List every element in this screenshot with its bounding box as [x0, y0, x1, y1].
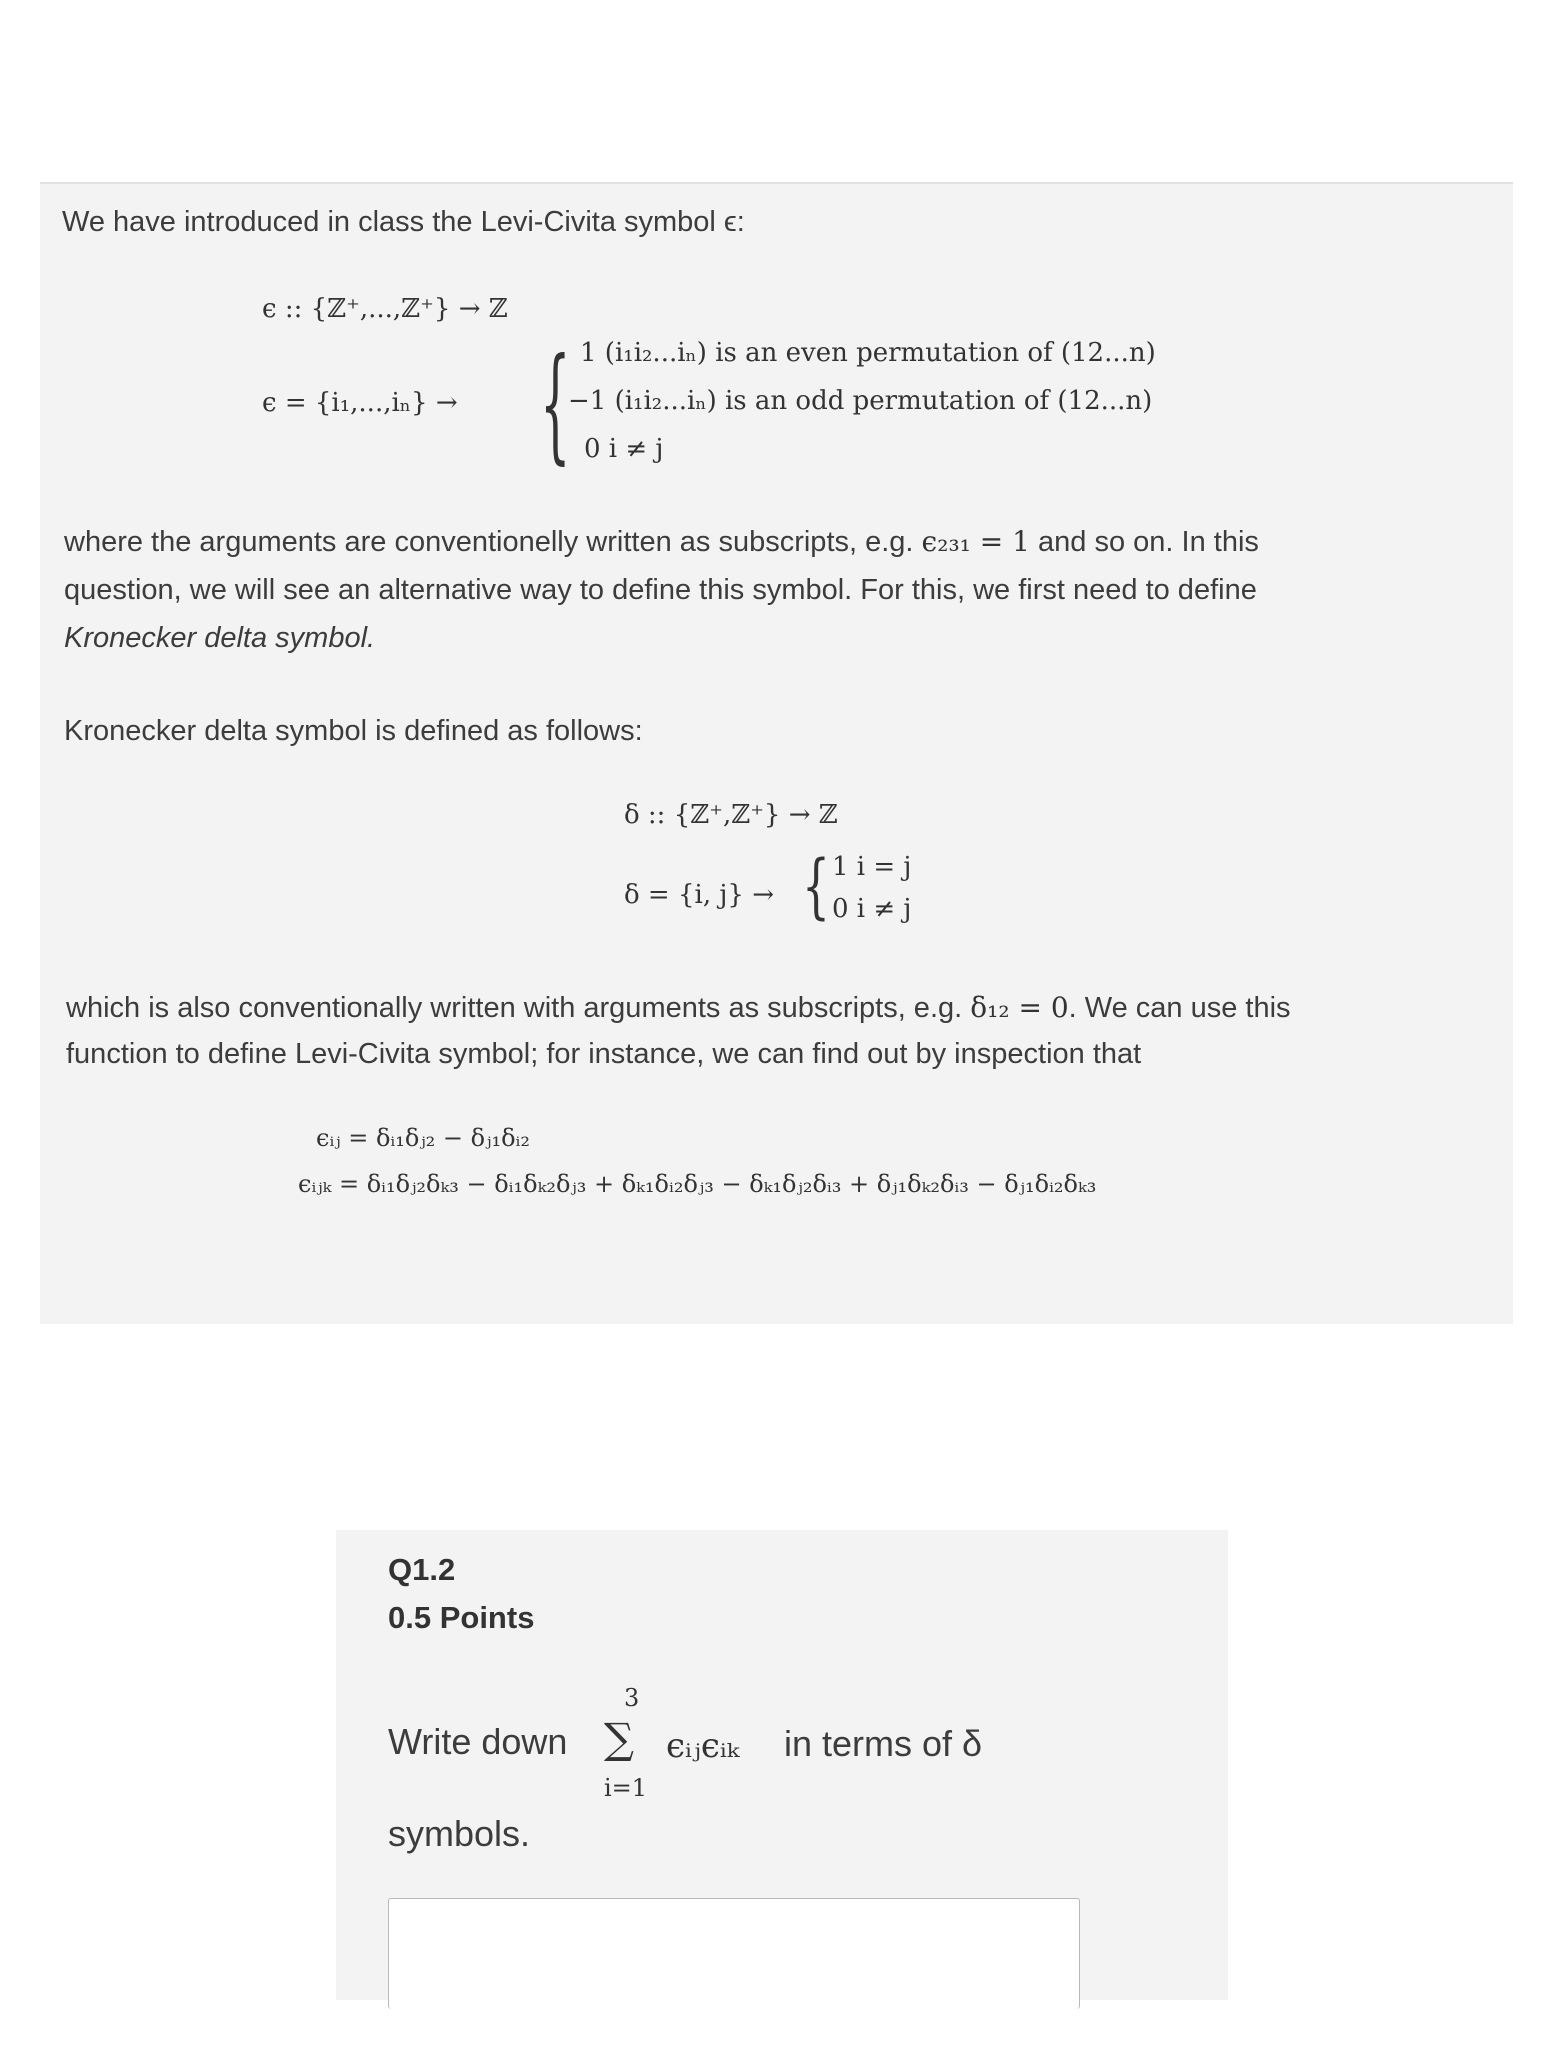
kronecker-case-zero: 0 i ≠ j [832, 894, 912, 924]
kronecker-intro: Kronecker delta symbol is defined as follows: [64, 715, 643, 747]
para2-line1-math: δ₁₂ = 0 [970, 991, 1069, 1024]
para1-line1 [64, 518, 1259, 566]
sigma-symbol: ∑ [604, 1714, 634, 1763]
para2-line1-text-b: . We can use this [1068, 992, 1291, 1024]
sum-body: ϵᵢⱼϵᵢₖ [666, 1726, 740, 1766]
para2-line1 [66, 984, 1291, 1032]
case-odd: −1 (i₁i₂...iₙ) is an odd permutation of (12...n) [568, 386, 1153, 416]
case-even: 1 (i₁i₂...iₙ) is an even permutation of (12...n) [580, 338, 1156, 368]
para2-line2: function to define Levi-Civita symbol; for instance, we can find out by inspection that [66, 1038, 1142, 1070]
kronecker-signature: δ :: {ℤ⁺,ℤ⁺} → ℤ [624, 800, 838, 830]
answer-input[interactable] [388, 1898, 1080, 2009]
levi-civita-signature: ϵ :: {ℤ⁺,...,ℤ⁺} → ℤ [262, 294, 508, 324]
kronecker-mapping: δ = {i, j} → [624, 880, 775, 910]
levi-civita-brace: { [540, 332, 571, 478]
question-points: 0.5 Points [388, 1600, 535, 1635]
sum-lower-limit: i=1 [604, 1774, 648, 1802]
case-zero: 0 i ≠ j [584, 434, 664, 464]
kronecker-brace: { [802, 846, 830, 928]
levi-civita-mapping: ϵ = {i₁,...,iₙ} → [262, 388, 458, 418]
para1-line2: question, we will see an alternative way to define this symbol. For this, we first need to define [64, 574, 1257, 606]
identity-eps-ij: ϵᵢⱼ = δᵢ₁δⱼ₂ − δⱼ₁δᵢ₂ [316, 1124, 530, 1152]
identity-eps-ijk: ϵᵢⱼₖ = δᵢ₁δⱼ₂δₖ₃ − δᵢ₁δₖ₂δⱼ₃ + δₖ₁δᵢ₂δⱼ₃ − δₖ₁δⱼ₂δᵢ₃ + δⱼ₁δₖ₂δᵢ₃ − δⱼ₁δᵢ₂δₖ₃ [298, 1170, 1097, 1198]
question-prompt-b: in terms of δ [784, 1723, 983, 1764]
intro-text: We have introduced in class the Levi-Civita symbol ϵ: [62, 206, 745, 238]
para1-line1-math: ϵ₂₃₁ = 1 [921, 525, 1030, 558]
kronecker-case-one: 1 i = j [832, 852, 912, 882]
para1-line1-text-a: where the arguments are conventionelly written as subscripts, e.g. [64, 526, 922, 558]
question-prompt-a: Write down [388, 1721, 568, 1762]
question-prompt-c: symbols. [388, 1813, 531, 1854]
para1-line3: Kronecker delta symbol. [64, 622, 376, 654]
para1-line1-text-b: and so on. In this [1029, 526, 1259, 558]
sum-upper-limit: 3 [624, 1684, 640, 1712]
para2-line1-text-a: which is also conventionally written with arguments as subscripts, e.g. [66, 992, 971, 1024]
question-number: Q1.2 [388, 1552, 456, 1587]
